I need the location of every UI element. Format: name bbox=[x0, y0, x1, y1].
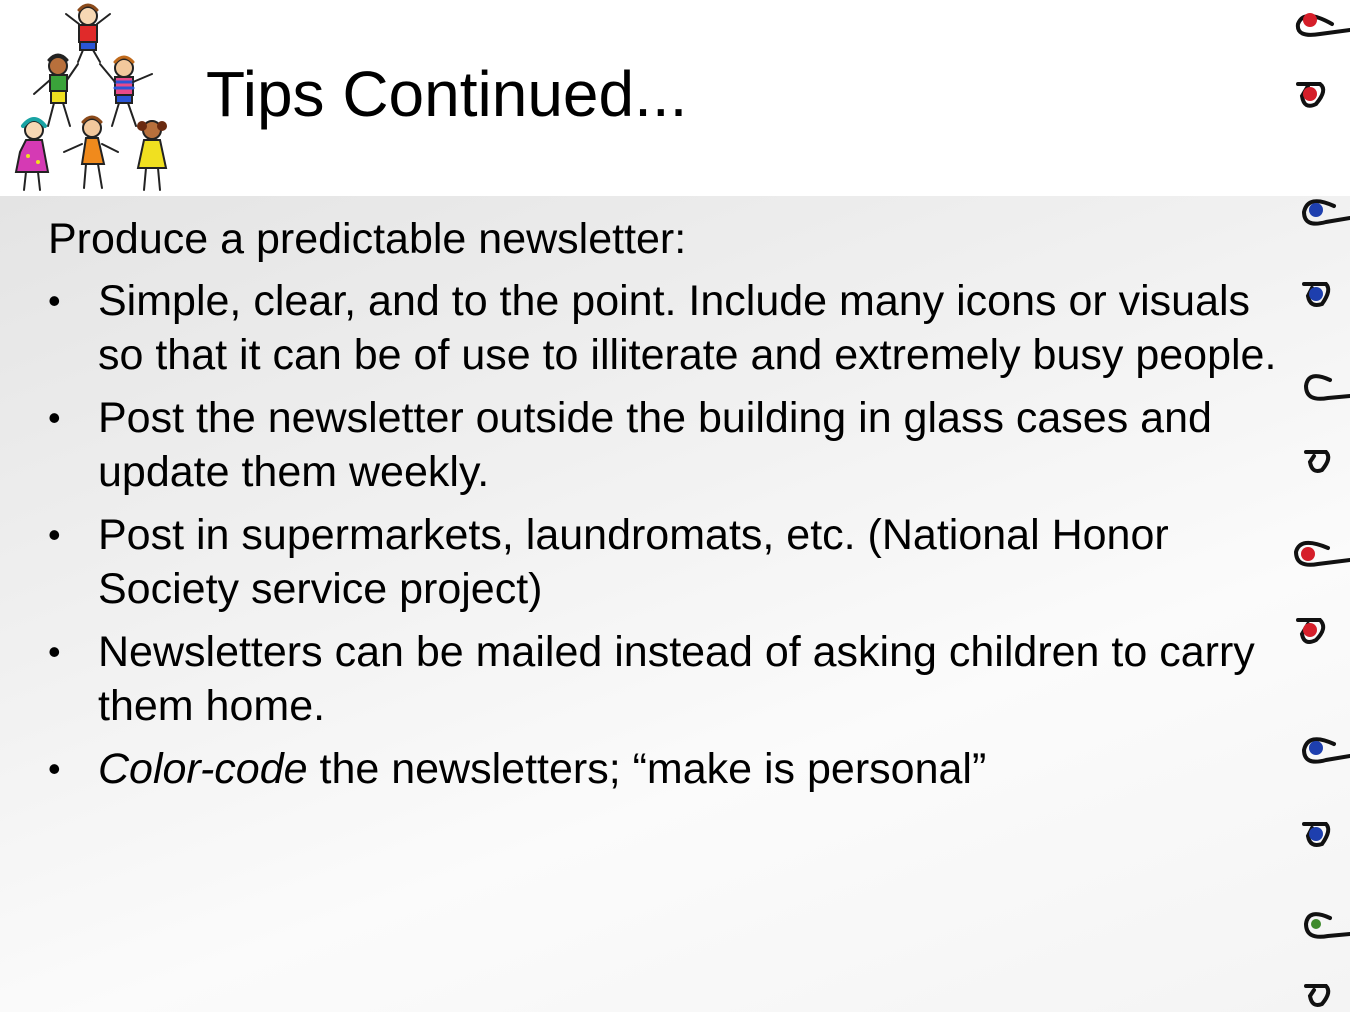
bullet-emphasis: Color-code bbox=[98, 745, 308, 793]
bullet-text: Newsletters can be mailed instead of asking children to carry them home. bbox=[98, 628, 1255, 730]
bullet-item-1 bbox=[48, 274, 1288, 382]
slide-title: Tips Continued... bbox=[206, 58, 688, 130]
bullet-text: the newsletters; “make is personal” bbox=[307, 745, 987, 793]
bullet-item-2 bbox=[48, 391, 1288, 499]
intro-text: Produce a predictable newsletter: bbox=[48, 215, 687, 263]
bullet-item-4 bbox=[48, 625, 1288, 733]
bullet-icon: • bbox=[48, 280, 61, 321]
bullet-item-5 bbox=[48, 742, 1288, 796]
bullet-text: Post the newsletter outside the building in glass cases and update them weekly. bbox=[98, 394, 1212, 496]
children-pyramid-icon bbox=[6, 2, 176, 196]
bullet-text: Simple, clear, and to the point. Include many icons or visuals so that it can be of use to illiterate and extremely busy people. bbox=[98, 277, 1277, 379]
bullet-item-3 bbox=[48, 508, 1288, 616]
slide-content bbox=[48, 213, 1288, 805]
bullet-list bbox=[48, 274, 1288, 796]
swirl-border-icon bbox=[1290, 0, 1350, 1012]
bullet-icon: • bbox=[48, 748, 61, 789]
bullet-icon: • bbox=[48, 397, 61, 438]
bullet-icon: • bbox=[48, 514, 61, 555]
bullet-text: Post in supermarkets, laundromats, etc. (National Honor Society service project) bbox=[98, 511, 1169, 613]
bullet-icon: • bbox=[48, 631, 61, 672]
